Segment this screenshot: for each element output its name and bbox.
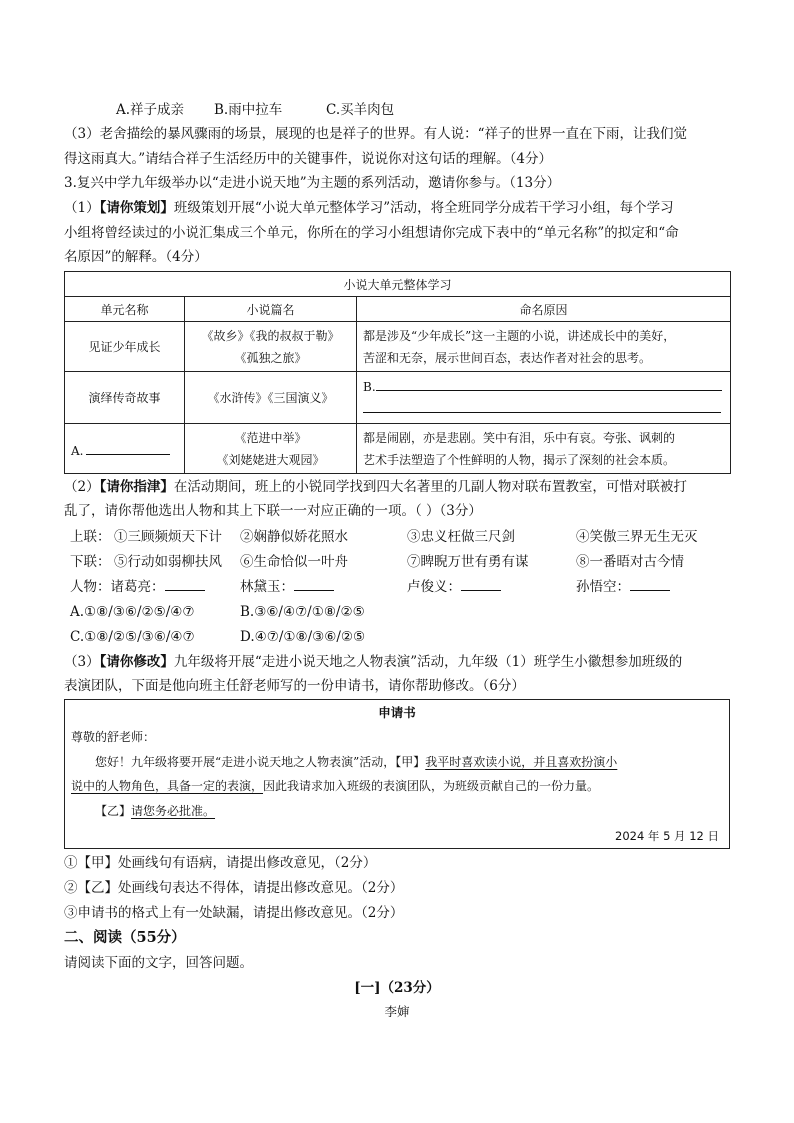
novels-cell [185, 322, 357, 372]
lower-item: ⑥生命恰似一叶舟 [240, 554, 348, 570]
q3-line-2: 得这雨真大。”请结合祥子生活经历中的关键事件，说说你对这句话的理解。（4分） [64, 151, 552, 167]
person-label: 卢俊义： [407, 579, 461, 595]
answer-b-blank[interactable] [376, 376, 722, 391]
part2-line-2: 乱了，请你帮他选出人物和其上下联一一对应正确的一项。（ ）（3分） [64, 503, 482, 519]
yi-marker: 【乙】 [95, 804, 132, 818]
person-label: 人物：诸葛亮： [70, 579, 165, 595]
header-novel-titles: 小说篇名 [185, 297, 357, 322]
part3-line-1 [64, 651, 682, 673]
header-unit-name: 单元名称 [65, 297, 185, 322]
part1-line-1 [64, 197, 674, 219]
novels-line: 《孤独之旅》 [234, 350, 307, 365]
person-label: 孙悟空： [576, 579, 630, 595]
novels-line: 《刘姥姥进大观园》 [216, 452, 325, 467]
table-row [65, 322, 731, 372]
upper-item: ④笑傲三界无生无灭 [576, 529, 698, 545]
part3-line-2: 表演团队，下面是他向班主任舒老师写的一份申请书，请你帮助修改。（6分） [64, 678, 525, 694]
novels-line: 《故乡》《我的叔叔于勒》 [201, 328, 340, 343]
letter-salutation: 尊敬的舒老师： [71, 730, 156, 744]
part3-tag: 【请你修改】 [99, 654, 174, 670]
person-label: 林黛玉： [240, 579, 294, 595]
jia-marker: 【甲】 [395, 755, 426, 769]
upper-label: 上联： [70, 529, 111, 545]
application-letter [64, 699, 730, 849]
answer-a-prefix: A. [71, 443, 84, 458]
part3-num: （3） [64, 654, 100, 670]
yi-underlined-text: 请您务必批准。 [131, 804, 216, 818]
letter-para-line-1 [95, 752, 617, 772]
subq-1: ①【甲】处画线句有语病，请提出修改意见，（2分） [64, 855, 377, 871]
jia-underlined-text-2: 说中的人物角色，具备一定的表演， [71, 779, 264, 793]
reason-line: 都是涉及“少年成长”这一主题的小说，讲述成长中的美好， [363, 328, 676, 343]
lower-item: ⑤行动如弱柳扶风 [114, 554, 222, 570]
choice-c[interactable]: C.①⑧/②⑤/③⑥/④⑦ [70, 629, 195, 645]
subq-3: ③申请书的格式上有一处缺漏，请提出修改意见。（2分） [64, 905, 404, 921]
part1-tag: 【请你策划】 [99, 200, 174, 216]
person-sun [576, 576, 670, 598]
person-blank[interactable] [165, 576, 205, 591]
letter-text: 因此我请求加入班级的表演团队，为班级贡献自己的一份力量。 [263, 779, 600, 793]
reason-line: 都是闹剧，亦是悲剧。笑中有泪，乐中有哀。夸张、讽刺的 [363, 430, 676, 445]
unit-table [64, 271, 731, 474]
lower-item: ⑧一番晤对古今情 [576, 554, 684, 570]
person-blank[interactable] [294, 576, 334, 591]
section-2-title: 二、阅读（55分） [64, 929, 186, 946]
unit-name-cell: 见证少年成长 [65, 322, 185, 372]
person-blank[interactable] [461, 576, 501, 591]
unit-name-cell: 演绎传奇故事 [65, 372, 185, 424]
part2-line-1 [64, 476, 687, 498]
q3-line-1: （3）老舍描绘的暴风骤雨的场景，展现的也是祥子的世界。有人说：“祥子的世界一直在下雨，让我们觉 [64, 126, 687, 142]
upper-item: ②娴静似娇花照水 [240, 529, 348, 545]
part1-num: （1） [64, 200, 100, 216]
section-2-subtitle: [一]（23分） [354, 980, 440, 996]
lower-item: ⑦睥睨万世有勇有谋 [407, 554, 529, 570]
novels-line: 《范进中举》 [234, 430, 307, 445]
jia-underlined-text: 我平时喜欢读小说，并且喜欢扮演小 [425, 755, 618, 769]
letter-date: 2024 年 5 月 12 日 [615, 829, 719, 843]
table-title: 小说大单元整体学习 [65, 272, 731, 297]
essay-title: 李婶 [384, 1004, 410, 1019]
letter-title: 申请书 [378, 705, 416, 720]
person-blank[interactable] [630, 576, 670, 591]
person-lu [407, 576, 501, 598]
letter-para-line-3 [95, 801, 215, 821]
section-2-instruction: 请阅读下面的文字，回答问题。 [64, 955, 253, 971]
upper-item: ③忠义枉做三尺剑 [407, 529, 515, 545]
choice-b[interactable]: B.③⑥/④⑦/①⑧/②⑤ [240, 604, 365, 620]
novels-cell: 《水浒传》《三国演义》 [185, 372, 357, 424]
part2-text: 在活动期间，班上的小锐同学找到四大名著里的几副人物对联布置教室，可惜对联被打 [173, 479, 687, 495]
reason-line: 苦涩和无奈，展示世间百态，表达作者对社会的思考。 [363, 350, 652, 365]
person-lin [240, 576, 334, 598]
letter-para-line-2 [71, 776, 599, 796]
table-row [65, 424, 731, 474]
letter-text: 您好！九年级将要开展“走进小说天地之人物表演”活动， [95, 755, 396, 769]
choice-a[interactable]: A.①⑧/③⑥/②⑤/④⑦ [70, 604, 195, 620]
answer-b-blank-2[interactable] [363, 398, 721, 413]
reason-line: 艺术手法塑造了个性鲜明的人物，揭示了深刻的社会本质。 [363, 452, 676, 467]
upper-item: ①三顾频烦天下计 [114, 529, 222, 545]
part1-line-2: 小组将曾经读过的小说汇集成三个单元，你所在的学习小组想请你完成下表中的“单元名称”的拟定和“命 [64, 225, 679, 241]
q2-option-b: B.雨中拉车 [214, 102, 283, 118]
person-zhuge [70, 576, 205, 598]
lower-label: 下联： [70, 554, 111, 570]
choice-d[interactable]: D.④⑦/①⑧/③⑥/②⑤ [240, 629, 366, 645]
part3-text: 九年级将开展“走进小说天地之人物表演”活动，九年级（1）班学生小徽想参加班级的 [173, 654, 683, 670]
header-naming-reason: 命名原因 [357, 297, 731, 322]
answer-a-blank[interactable] [86, 440, 170, 455]
answer-b-prefix: B. [363, 379, 376, 394]
reason-answer-cell[interactable] [357, 372, 731, 424]
part1-line-3: 名原因”的解释。（4分） [64, 249, 208, 265]
novels-cell [185, 424, 357, 474]
table-row [65, 372, 731, 424]
subq-2: ②【乙】处画线句表达不得体，请提出修改意见。（2分） [64, 880, 404, 896]
part2-num: （2） [64, 479, 100, 495]
part2-tag: 【请你指津】 [99, 479, 174, 495]
q2-option-a: A.祥子成亲 [116, 102, 185, 118]
reason-cell [357, 322, 731, 372]
reason-cell [357, 424, 731, 474]
question-3-title: 3.复兴中学九年级举办以“走进小说天地”为主题的系列活动，邀请你参与。（13分） [64, 175, 561, 191]
part1-text: 班级策划开展“小说大单元整体学习”活动，将全班同学分成若干学习小组，每个学习 [173, 200, 674, 216]
q2-option-c: C.买羊肉包 [326, 102, 395, 118]
unit-name-answer-cell[interactable] [65, 424, 185, 474]
